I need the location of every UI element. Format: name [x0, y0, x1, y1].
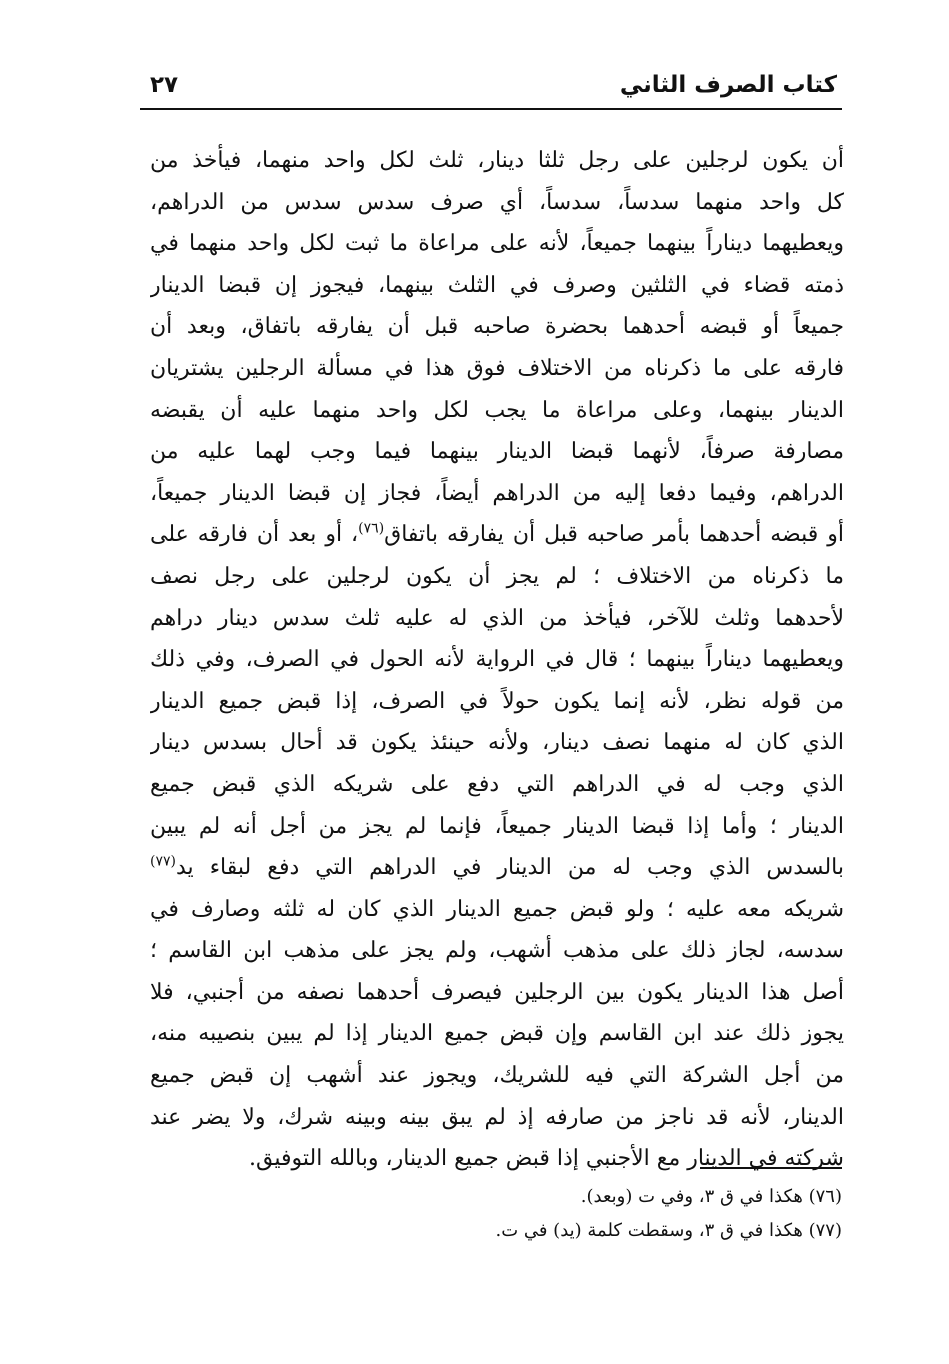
body-line	[150, 847, 844, 889]
body-line: ما ذكرناه من الاختلاف ؛ لم يجز أن يكون لرجلين على رجل نصف	[150, 563, 844, 589]
footnote-76: (٧٦) هكذا في ق ٣، وفي ت (وبعد).	[580, 1186, 842, 1207]
body-line-head: أو قبضه أحدهما بأمر صاحبه قبل أن يفارقه باتفاق	[384, 522, 844, 548]
body-line: الدينار، لأنه قد ناجز من صارفه إذ لم يبق بينه وبينه شرك، ولا يضر عند	[150, 1104, 844, 1130]
body-line: من أجل الشركة التي فيه للشريك، ويجوز عند أشهب إن قبض جميع	[150, 1063, 844, 1089]
body-line: ويعطيهما ديناراً بينهما جميعاً، لأنه على مراعاة ما ثبت لكل واحد منهما في	[150, 231, 844, 257]
body-line: أصل هذا الدينار يكون بين الرجلين فيصرف أحدهما نصفه من أجنبي، فلا	[150, 979, 844, 1005]
body-line: لأحدهما وثلث للآخر، فيأخذ من الذي له عليه ثلث سدس دينار دراهم	[150, 605, 844, 631]
body-line: كل واحد منهما سدساً، سدساً، أي صرف سدس سدس من الدراهم،	[150, 189, 844, 215]
footnotes	[152, 1180, 842, 1248]
body-line-tail: ، أو بعد أن فارقه على	[150, 522, 359, 548]
page-number: ٢٧	[150, 72, 179, 98]
body-line: ذمته قضاء في الثلثين وصرف في الثلث بينهما، فيجوز إن قبضا الدينار	[150, 272, 844, 298]
body-line: أن يكون لرجلين على رجل ثلثا دينار، ثلث لكل واحد منهما، فيأخذ من	[150, 148, 844, 173]
header-rule	[140, 108, 842, 110]
footnote-77: (٧٧) هكذا في ق ٣، وسقطت كلمة (يد) في ت.	[495, 1220, 842, 1241]
body-text	[150, 140, 844, 1180]
body-line: فارقه على ما ذكرناه من الاختلاف فوق هذا في مسألة الرجلين يشتريان	[150, 355, 844, 381]
body-line-head: بالسدس الذي وجب له من الدينار في الدراهم التي دفع لبقاء يد	[175, 855, 844, 881]
body-line: الدينار بينهما، وعلى مراعاة ما يجب لكل واحد منهما عليه أن يقبضه	[150, 397, 844, 423]
body-line: الدينار ؛ وأما إذا قبضا الدينار جميعاً، فإنما لم يجز من أجل أنه لم يبين	[150, 813, 844, 839]
body-line: يجوز ذلك عند ابن القاسم وإن قبض جميع الدينار إذا لم يبين بنصيبه منه،	[150, 1021, 844, 1047]
body-line: مصارفة صرفاً، لأنهما قبضا الدينار بينهما فيما وجب لهما عليه من	[150, 439, 844, 465]
body-line: ويعطيهما ديناراً بينهما ؛ قال في الرواية لأنه الحول في الصرف، وفي ذلك	[150, 647, 844, 673]
body-line: الذي كان له منهما نصف دينار، ولأنه حينئذ يكون قد أحال بسدس دينار	[150, 730, 844, 756]
body-line: سدسه، لجاز ذلك على مذهب أشهب، ولم يجز على مذهب ابن القاسم ؛	[150, 938, 844, 964]
footnote-ref-76[interactable]: (٧٦)	[358, 521, 385, 538]
body-line: جميعاً أو قبضه أحدهما بحضرة صاحبه قبل أن يفارقه باتفاق، وبعد أن	[150, 314, 844, 340]
body-line	[150, 514, 844, 556]
body-line: الذي وجب له في الدراهم التي دفع على شريكه الذي قبض جميع	[150, 771, 844, 797]
footnote-ref-77[interactable]: (٧٧)	[150, 853, 176, 870]
footnote-rule	[700, 1167, 842, 1169]
body-line: الدراهم، وفيما دفعا إليه من الدراهم أيضاً، فجاز إن قبضا الدينار جميعاً،	[150, 480, 844, 506]
body-line: شريكه معه عليه ؛ ولو قبض جميع الدينار الذي كان له ثلثه وصارف في	[150, 896, 844, 922]
body-line: شركته في الدينار مع الأجنبي إذا قبض جميع الدينار، وبالله التوفيق.	[249, 1146, 844, 1172]
body-line: من قوله نظر، لأنه إنما يكون حولاً في الصرف، إذا قبض جميع الدينار	[150, 688, 844, 714]
running-title: كتاب الصرف الثاني	[619, 72, 837, 98]
